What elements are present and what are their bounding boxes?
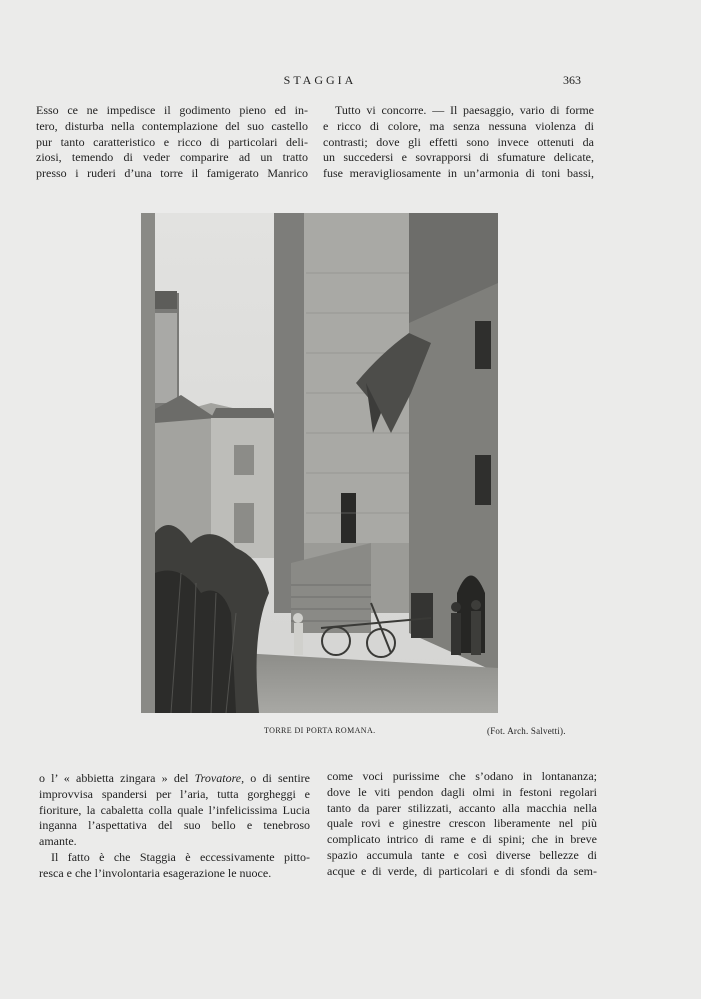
- running-title: STAGGIA: [283, 73, 357, 87]
- text-column-bottom-right: [327, 769, 597, 880]
- photo-credit: (Fot. Arch. Salvetti).: [487, 726, 566, 736]
- page-number: 363: [563, 73, 581, 87]
- text-line: complicato intrico di rame e di spini; che in breve: [327, 832, 597, 847]
- text-line: Il fatto è che Staggia è eccessivamente pitto-: [51, 849, 310, 864]
- photo-illustration: [141, 213, 498, 713]
- text-line: Esso ce ne impedisce il godimento pieno ed in-: [36, 103, 308, 117]
- text-line: resca e che l’involontaria esagerazione le nuoce.: [39, 865, 272, 880]
- text-line: contrasti; dove gli effetti sono invece ottenuti da: [323, 134, 594, 149]
- photograph-torre-di-porta-romana: [141, 213, 498, 713]
- text-run: o l’ « abbietta zingara » del: [39, 771, 195, 785]
- text-line: pur tanto caratteristico e ricco di particolari deli-: [36, 134, 308, 149]
- text-line: fioriture, la cabaletta colla quale l’infelicissima Lucia: [39, 802, 310, 817]
- text-line: tanto da parer stilizzati, accanto alla macchia nella: [327, 800, 597, 815]
- text-column-top-left: [36, 103, 308, 182]
- text-line: quale rovi e ginestre crescon liberamente nel più: [327, 816, 597, 831]
- text-line: [39, 771, 310, 787]
- text-line: dove le viti pendon dagli olmi in festoni regolari: [327, 784, 597, 799]
- text-line: un succedersi e sovrapporsi di sfumature delicate,: [323, 150, 594, 165]
- text-line: come voci purissime che s’odano in lontananza;: [327, 769, 597, 783]
- figure-caption: TORRE DI PORTA ROMANA.: [264, 726, 376, 735]
- text-run: o di sentire: [244, 771, 310, 785]
- text-line: Tutto vi concorre. — Il paesaggio, vario di forme: [335, 103, 594, 117]
- opera-title-italic: Trovatore,: [194, 771, 245, 785]
- text-line: tero, disturba nella contemplazione del suo castello: [36, 118, 308, 133]
- text-column-bottom-left: [39, 771, 310, 882]
- text-column-top-right: [323, 103, 594, 182]
- text-line: spazio accumula tante e così diverse bellezze di: [327, 847, 597, 862]
- text-line: acque e di verde, di particolari e di sfondi da sem-: [327, 863, 597, 878]
- text-line: improvvisa spandersi per l’aria, tutta gorgheggi e: [39, 786, 310, 801]
- text-line: fuse meravigliosamente in un’armonia di toni bassi,: [323, 166, 594, 181]
- text-line: presso i ruderi d’una torre il famigerato Manrico: [36, 166, 308, 181]
- text-line: inganna l’aspettativa del suo bello e tenebroso: [39, 818, 310, 833]
- running-head: [0, 73, 701, 89]
- text-line: ziosi, temendo di veder comparire ad un tratto: [36, 150, 308, 165]
- text-line: e ricco di colore, ma senza nessuna violenza di: [323, 118, 594, 133]
- text-line: amante.: [39, 834, 77, 849]
